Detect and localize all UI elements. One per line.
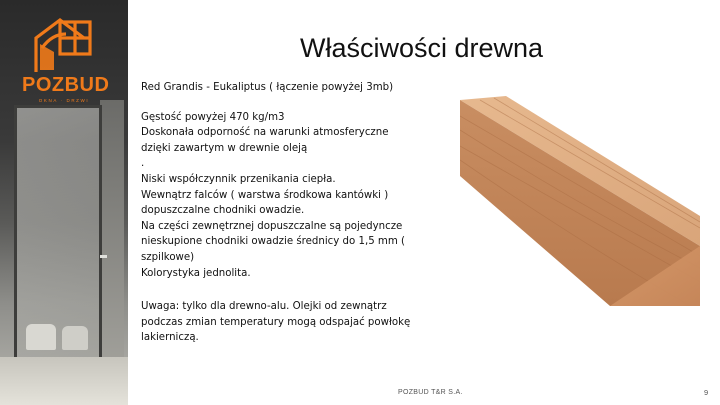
brand-tagline: OKNA · DRZWI <box>38 98 90 103</box>
note-line: Uwaga: tylko dla drewno-alu. Olejki od zewnątrz <box>141 301 387 313</box>
property-line: Gęstość powyżej 470 kg/m3 <box>141 111 285 123</box>
pozbud-logo <box>22 14 110 106</box>
window-frame <box>100 100 124 400</box>
properties-text <box>141 80 441 346</box>
floor <box>0 357 128 405</box>
wood-beam-image <box>460 96 700 306</box>
property-line: Kolorystyka jednolita. <box>141 267 251 279</box>
wood-type-line: Red Grandis - Eukaliptus ( łączenie powyżej 3mb) <box>141 82 394 93</box>
property-line: dopuszczalne chodniki owadzie. <box>141 205 305 217</box>
note-line: podczas zmian temperatury mogą odspajać powłokę <box>141 316 411 328</box>
property-line: . <box>141 158 145 170</box>
property-line: dzięki zawartym w drewnie oleją <box>141 142 308 154</box>
side-interior-photo <box>0 0 128 405</box>
brand-name: POZBUD <box>22 74 110 96</box>
property-line: Na części zewnętrznej dopuszczalne są pojedyncze <box>141 220 403 232</box>
note-line: lakierniczą. <box>141 332 199 344</box>
chair <box>26 324 56 350</box>
slide-title: Właściwości drewna <box>300 33 544 63</box>
property-line: Niski współczynnik przenikania ciepła. <box>141 173 336 185</box>
property-line: szpilkowe) <box>141 251 195 263</box>
chair <box>62 326 88 350</box>
property-line: Wewnątrz falców ( warstwa środkowa kantówki ) <box>141 189 389 201</box>
door-handle <box>100 255 107 258</box>
page-number: 9 <box>704 388 709 397</box>
footer-company: POZBUD T&R S.A. <box>398 389 463 396</box>
property-line: nieskupione chodniki owadzie średnicy do 1,5 mm ( <box>141 236 405 248</box>
property-line: Doskonała odporność na warunki atmosferyczne <box>141 127 389 139</box>
window-logo-icon <box>22 14 106 76</box>
